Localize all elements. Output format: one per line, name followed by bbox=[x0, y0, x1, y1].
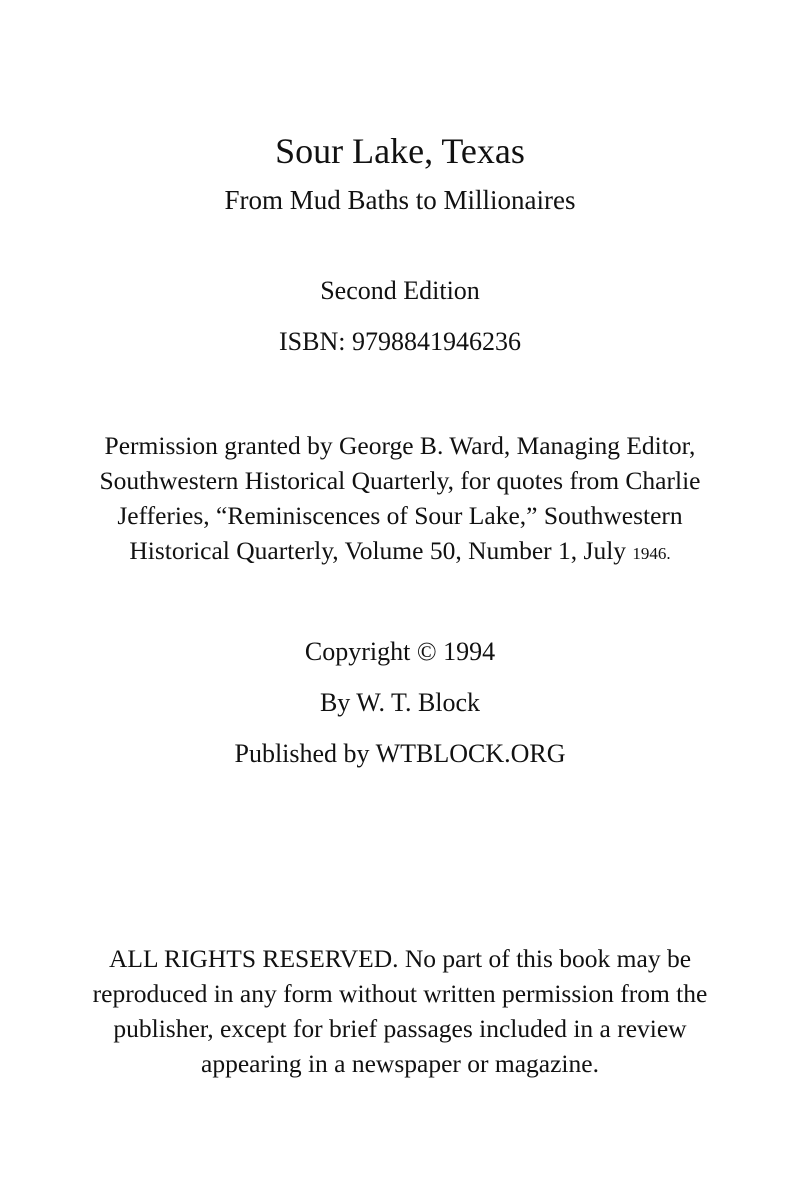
permission-line: Jefferies, “Reminiscences of Sour Lake,” Southwestern bbox=[117, 501, 683, 530]
rights-line: reproduced in any form without written permission from the bbox=[92, 979, 708, 1008]
rights-line: ALL RIGHTS RESERVED. No part of this book may be bbox=[108, 944, 692, 973]
permission-line: Permission granted by George B. Ward, Managing Editor, bbox=[104, 431, 696, 460]
permission-line-last bbox=[0, 533, 800, 571]
rights-line: appearing in a newspaper or magazine. bbox=[201, 1049, 599, 1078]
rights-notice bbox=[0, 941, 800, 1081]
rights-line: publisher, except for brief passages included in a review bbox=[113, 1014, 687, 1043]
permission-notice bbox=[0, 428, 800, 571]
publisher-line: Published by WTBLOCK.ORG bbox=[234, 739, 566, 768]
copyright-notice: Copyright © 1994 bbox=[304, 637, 496, 666]
book-title: Sour Lake, Texas bbox=[275, 131, 525, 171]
permission-line-text: Historical Quarterly, Volume 50, Number 1, July bbox=[129, 536, 633, 565]
isbn-label: ISBN: 9798841946236 bbox=[279, 327, 521, 356]
permission-line: Southwestern Historical Quarterly, for quotes from Charlie bbox=[99, 466, 701, 495]
author-line: By W. T. Block bbox=[319, 688, 481, 717]
permission-year: 1946. bbox=[632, 544, 671, 563]
book-subtitle: From Mud Baths to Millionaires bbox=[224, 185, 576, 215]
edition-label: Second Edition bbox=[320, 276, 480, 305]
